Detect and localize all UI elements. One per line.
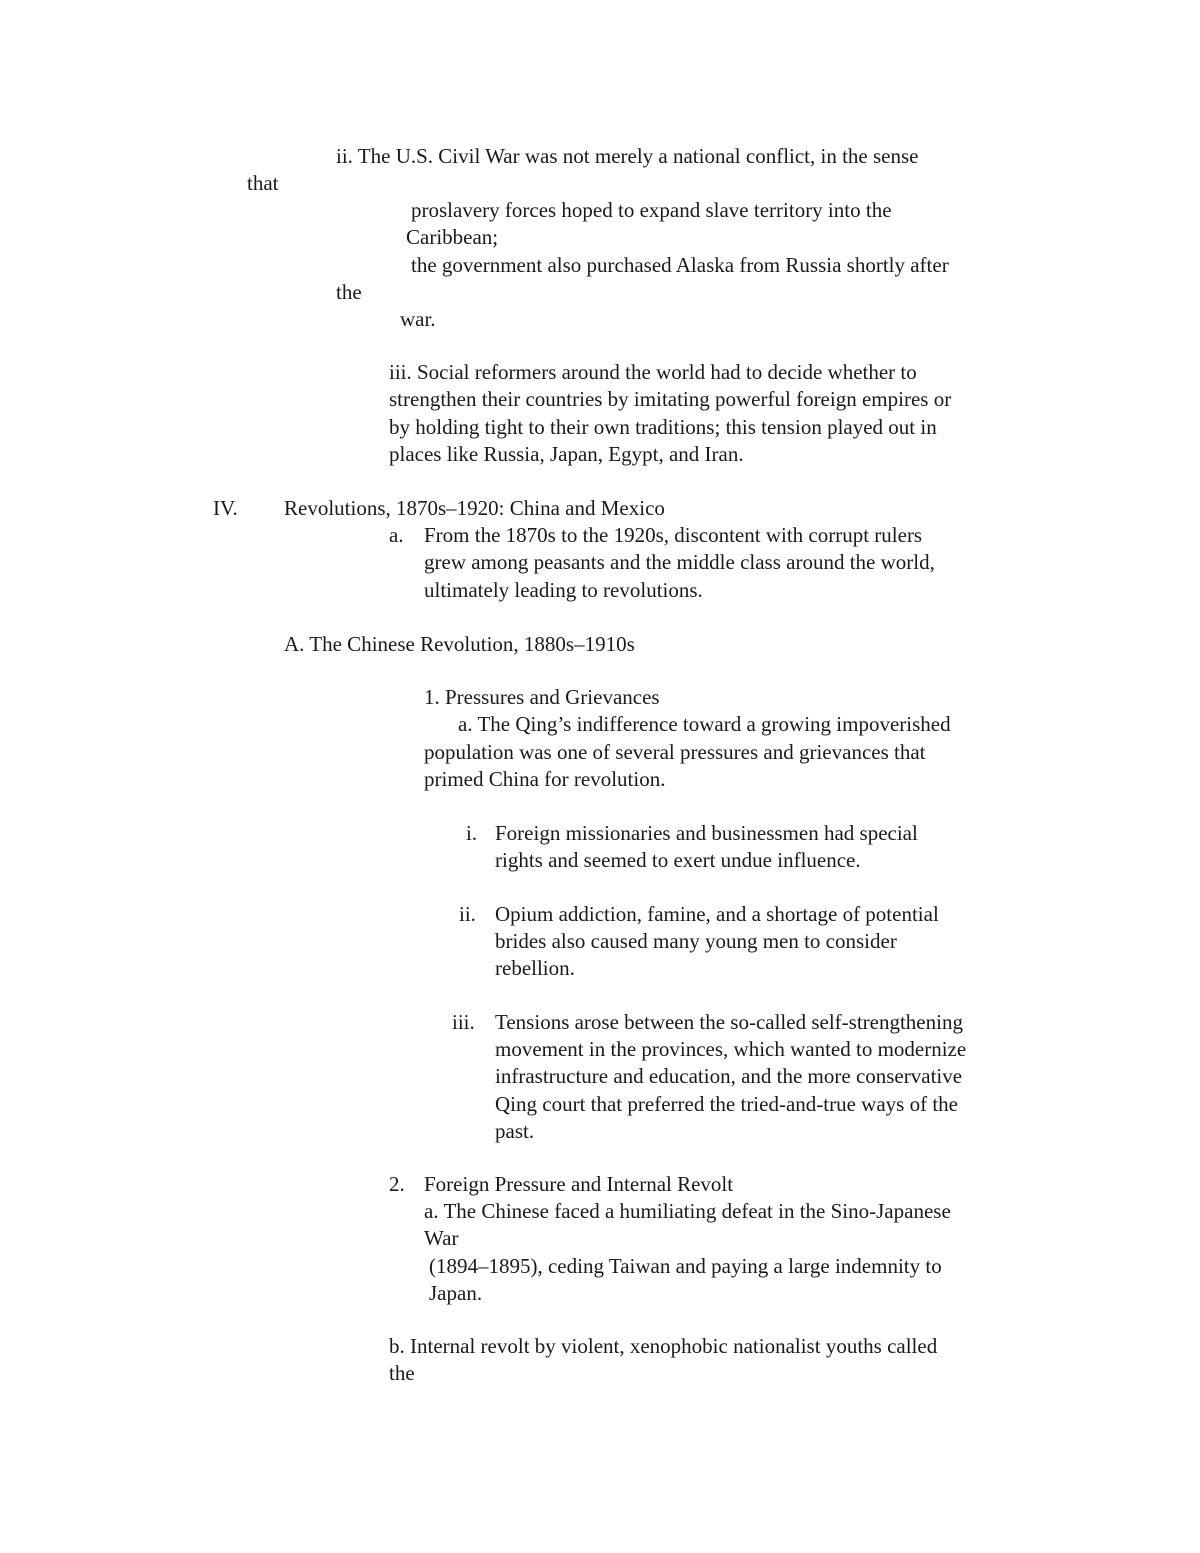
ii-line-4: Caribbean; xyxy=(406,225,499,249)
pressures-iii-line-4: Qing court that preferred the tried-and-true ways of the xyxy=(495,1092,958,1116)
pressures-a-line-3: primed China for revolution. xyxy=(424,767,666,791)
iv-a-line-2: grew among peasants and the middle class around the world, xyxy=(424,550,935,574)
iii-line-4: places like Russia, Japan, Egypt, and Iran. xyxy=(389,442,744,466)
pressures-i-line-2: rights and seemed to exert undue influence. xyxy=(495,848,861,872)
pressures-ii-marker: ii. xyxy=(459,902,476,926)
ii-line-2: that xyxy=(247,171,279,195)
pressures-a-line-2: population was one of several pressures and grievances that xyxy=(424,740,926,764)
ii-line-5: the government also purchased Alaska from Russia shortly after xyxy=(411,253,949,277)
pressures-i-marker: i. xyxy=(466,821,478,845)
ii-line-7: war. xyxy=(400,307,436,331)
iii-line-2: strengthen their countries by imitating powerful foreign empires or xyxy=(389,387,952,411)
iii-line-1: iii. Social reformers around the world had to decide whether to xyxy=(389,360,917,384)
pressures-ii-line-3: rebellion. xyxy=(495,956,575,980)
pressures-ii-line-2: brides also caused many young men to consider xyxy=(495,929,897,953)
pressures-iii-line-1: Tensions arose between the so-called self-strengthening xyxy=(495,1010,963,1034)
foreign-pressure-a-line-4: Japan. xyxy=(429,1281,483,1305)
foreign-pressure-a-line-2: War xyxy=(424,1226,459,1250)
pressures-ii-line-1: Opium addiction, famine, and a shortage of potential xyxy=(495,902,939,926)
pressures-heading: 1. Pressures and Grievances xyxy=(424,685,660,709)
foreign-pressure-marker: 2. xyxy=(389,1172,405,1196)
iv-a-line-1: From the 1870s to the 1920s, discontent with corrupt rulers xyxy=(424,523,923,547)
iv-a-marker: a. xyxy=(389,523,404,547)
iv-a-line-3: ultimately leading to revolutions. xyxy=(424,578,703,602)
ii-line-1: ii. The U.S. Civil War was not merely a national conflict, in the sense xyxy=(336,144,919,168)
foreign-pressure-b-line-1: b. Internal revolt by violent, xenophobic nationalist youths called xyxy=(389,1334,938,1358)
iii-line-3: by holding tight to their own traditions; this tension played out in xyxy=(389,415,937,439)
foreign-pressure-heading: Foreign Pressure and Internal Revolt xyxy=(424,1172,734,1196)
foreign-pressure-a-line-3: (1894–1895), ceding Taiwan and paying a large indemnity to xyxy=(429,1254,942,1278)
foreign-pressure-b-line-2: the xyxy=(389,1361,415,1385)
pressures-iii-marker: iii. xyxy=(452,1010,475,1034)
pressures-iii-line-2: movement in the provinces, which wanted to modernize xyxy=(495,1037,967,1061)
chinese-revolution-heading: A. The Chinese Revolution, 1880s–1910s xyxy=(284,632,635,656)
section-iv-numeral: IV. xyxy=(213,496,238,520)
ii-line-3: proslavery forces hoped to expand slave territory into the xyxy=(411,198,892,222)
pressures-i-line-1: Foreign missionaries and businessmen had special xyxy=(495,821,918,845)
section-iv-heading: Revolutions, 1870s–1920: China and Mexico xyxy=(284,496,665,520)
pressures-iii-line-3: infrastructure and education, and the more conservative xyxy=(495,1064,963,1088)
pressures-iii-line-5: past. xyxy=(495,1119,535,1143)
foreign-pressure-a-line-1: a. The Chinese faced a humiliating defeat in the Sino-Japanese xyxy=(424,1199,951,1223)
ii-line-6: the xyxy=(336,280,362,304)
pressures-a-line-1: a. The Qing’s indifference toward a growing impoverished xyxy=(458,712,951,736)
